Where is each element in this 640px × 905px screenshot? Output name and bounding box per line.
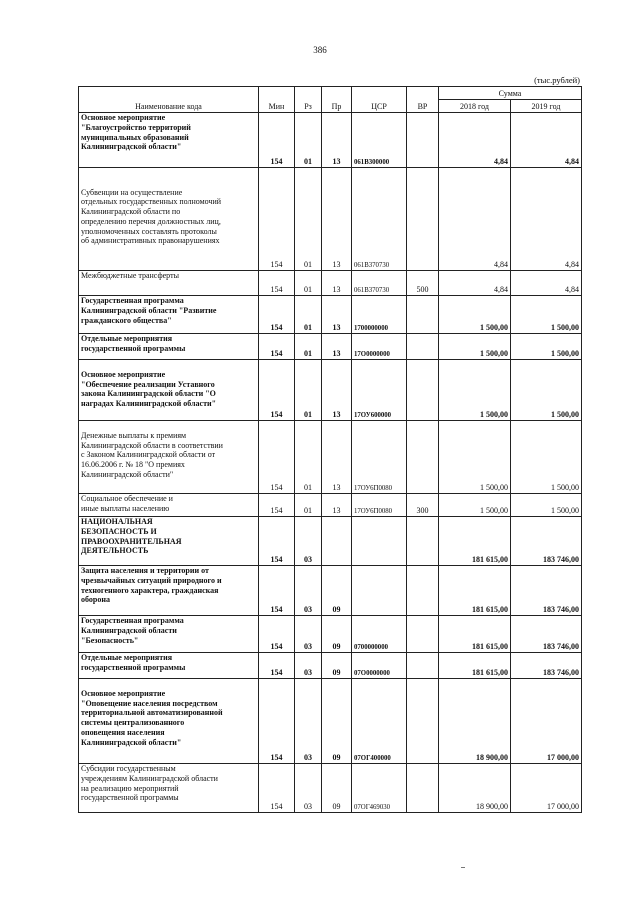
table-row: [79, 616, 582, 653]
cell-2018: 1 500,00: [439, 421, 511, 494]
cell-min: 154: [259, 679, 295, 764]
cell-2018: 181 615,00: [439, 616, 511, 653]
cell-name: Субвенции на осуществление отдельных государственных полномочий Калининградской области по определению перечня должностных лиц, уполномоченных составлять протоколы об административных правонарушениях: [79, 168, 259, 271]
cell-pr: [322, 517, 352, 566]
cell-rz: 01: [295, 113, 322, 168]
cell-rz: 03: [295, 653, 322, 679]
cell-pr: 09: [322, 616, 352, 653]
cell-2018: 1 500,00: [439, 334, 511, 360]
cell-2019: 1 500,00: [511, 360, 582, 421]
cell-min: 154: [259, 360, 295, 421]
header-pr: Пр: [322, 87, 352, 113]
table-row: [79, 764, 582, 813]
table-row: [79, 271, 582, 296]
cell-2019: 183 746,00: [511, 566, 582, 616]
table-row: [79, 494, 582, 517]
cell-pr: 13: [322, 360, 352, 421]
table-row: [79, 421, 582, 494]
header-sum: Сумма: [439, 87, 582, 100]
table-row: [79, 168, 582, 271]
header-2018: 2018 год: [439, 100, 511, 113]
cell-vr: [407, 653, 439, 679]
cell-2019: 183 746,00: [511, 616, 582, 653]
cell-vr: 300: [407, 494, 439, 517]
cell-csr: 07ОГ400000: [352, 679, 407, 764]
cell-name: Государственная программа Калининградской области "Безопасность": [79, 616, 259, 653]
cell-2018: 181 615,00: [439, 653, 511, 679]
cell-rz: 01: [295, 360, 322, 421]
cell-2019: 4,84: [511, 271, 582, 296]
cell-min: 154: [259, 271, 295, 296]
header-name: Наименование кода: [79, 87, 259, 113]
cell-min: 154: [259, 296, 295, 334]
cell-2019: 183 746,00: [511, 517, 582, 566]
cell-vr: [407, 168, 439, 271]
cell-rz: 01: [295, 421, 322, 494]
header-rz: Рз: [295, 87, 322, 113]
cell-vr: [407, 616, 439, 653]
page-number: 386: [313, 45, 327, 55]
header-csr: ЦСР: [352, 87, 407, 113]
cell-csr: 07О0000000: [352, 653, 407, 679]
cell-2018: 4,84: [439, 271, 511, 296]
cell-rz: 01: [295, 271, 322, 296]
cell-pr: 13: [322, 271, 352, 296]
cell-csr: [352, 566, 407, 616]
cell-name: Отдельные мероприятия государственной программы: [79, 334, 259, 360]
table-row: [79, 653, 582, 679]
cell-2018: 4,84: [439, 168, 511, 271]
cell-pr: 09: [322, 764, 352, 813]
cell-rz: 01: [295, 296, 322, 334]
cell-csr: 1700000000: [352, 296, 407, 334]
cell-2019: 1 500,00: [511, 296, 582, 334]
cell-min: 154: [259, 653, 295, 679]
cell-rz: 01: [295, 334, 322, 360]
table-row: [79, 360, 582, 421]
cell-csr: [352, 517, 407, 566]
cell-2018: 181 615,00: [439, 517, 511, 566]
cell-vr: 500: [407, 271, 439, 296]
cell-vr: [407, 421, 439, 494]
cell-2018: 1 500,00: [439, 494, 511, 517]
cell-rz: 01: [295, 494, 322, 517]
cell-pr: 13: [322, 113, 352, 168]
budget-table: [78, 86, 582, 813]
cell-name: Основное мероприятие "Обеспечение реализации Уставного закона Калининградской области "О наградах Калининградской области": [79, 360, 259, 421]
cell-csr: 061В370730: [352, 271, 407, 296]
header-min: Мин: [259, 87, 295, 113]
cell-2019: 183 746,00: [511, 653, 582, 679]
cell-csr: 07ОГ469030: [352, 764, 407, 813]
cell-2018: 18 900,00: [439, 764, 511, 813]
table-row: [79, 334, 582, 360]
cell-rz: 03: [295, 616, 322, 653]
cell-2018: 4,84: [439, 113, 511, 168]
cell-2018: 1 500,00: [439, 360, 511, 421]
table-row: [79, 113, 582, 168]
cell-name: Субсидии государственным учреждениям Калининградской области на реализацию мероприятий государственной программы: [79, 764, 259, 813]
cell-name: Межбюджетные трансферты: [79, 271, 259, 296]
cell-vr: [407, 113, 439, 168]
cell-2018: 181 615,00: [439, 566, 511, 616]
cell-min: 154: [259, 764, 295, 813]
cell-pr: 09: [322, 653, 352, 679]
cell-csr: 17ОУ600000: [352, 360, 407, 421]
cell-name: Государственная программа Калининградской области "Развитие гражданского общества": [79, 296, 259, 334]
table-row: [79, 679, 582, 764]
cell-min: 154: [259, 168, 295, 271]
cell-vr: [407, 360, 439, 421]
cell-vr: [407, 517, 439, 566]
cell-name: Отдельные мероприятия государственной программы: [79, 653, 259, 679]
cell-pr: 13: [322, 296, 352, 334]
cell-vr: [407, 679, 439, 764]
cell-2019: 1 500,00: [511, 494, 582, 517]
cell-vr: [407, 764, 439, 813]
cell-rz: 01: [295, 168, 322, 271]
cell-csr: 0700000000: [352, 616, 407, 653]
cell-min: 154: [259, 334, 295, 360]
cell-2019: 17 000,00: [511, 764, 582, 813]
cell-2019: 1 500,00: [511, 421, 582, 494]
cell-name: Денежные выплаты к премиям Калининградской области в соответствии с Законом Калининградской области от 16.06.2006 г. № 18 "О премиях Калининградской области": [79, 421, 259, 494]
cell-min: 154: [259, 566, 295, 616]
scan-mark: [461, 867, 465, 868]
cell-csr: 17ОУ6П0080: [352, 494, 407, 517]
header-2019: 2019 год: [511, 100, 582, 113]
units-label: (тыс.рублей): [534, 75, 580, 85]
cell-name: Защита населения и территории от чрезвычайных ситуаций природного и техногенного характера, гражданская оборона: [79, 566, 259, 616]
table-row: [79, 517, 582, 566]
cell-rz: 03: [295, 764, 322, 813]
cell-vr: [407, 296, 439, 334]
cell-csr: 17О0000000: [352, 334, 407, 360]
cell-vr: [407, 566, 439, 616]
cell-min: 154: [259, 616, 295, 653]
cell-rz: 03: [295, 566, 322, 616]
cell-name: Социальное обеспечение и иные выплаты населению: [79, 494, 259, 517]
cell-csr: 17ОУ6П0080: [352, 421, 407, 494]
cell-2018: 1 500,00: [439, 296, 511, 334]
cell-vr: [407, 334, 439, 360]
table-row: [79, 566, 582, 616]
cell-rz: 03: [295, 517, 322, 566]
cell-pr: 13: [322, 421, 352, 494]
cell-min: 154: [259, 113, 295, 168]
cell-pr: 09: [322, 679, 352, 764]
cell-pr: 13: [322, 168, 352, 271]
cell-min: 154: [259, 421, 295, 494]
header-vr: ВР: [407, 87, 439, 113]
cell-pr: 13: [322, 494, 352, 517]
cell-2019: 1 500,00: [511, 334, 582, 360]
cell-min: 154: [259, 494, 295, 517]
cell-name: Основное мероприятие "Благоустройство территорий муниципальных образований Калининградской области": [79, 113, 259, 168]
cell-pr: 09: [322, 566, 352, 616]
cell-pr: 13: [322, 334, 352, 360]
cell-2019: 17 000,00: [511, 679, 582, 764]
cell-name: НАЦИОНАЛЬНАЯ БЕЗОПАСНОСТЬ И ПРАВООХРАНИТЕЛЬНАЯ ДЕЯТЕЛЬНОСТЬ: [79, 517, 259, 566]
cell-rz: 03: [295, 679, 322, 764]
cell-name: Основное мероприятие "Оповещение населения посредством территориальной автоматизированной системы централизованного оповещения населения Калининградской области": [79, 679, 259, 764]
cell-csr: 061В300000: [352, 113, 407, 168]
cell-2019: 4,84: [511, 113, 582, 168]
cell-csr: 061В370730: [352, 168, 407, 271]
cell-2018: 18 900,00: [439, 679, 511, 764]
cell-2019: 4,84: [511, 168, 582, 271]
table-row: [79, 296, 582, 334]
cell-min: 154: [259, 517, 295, 566]
